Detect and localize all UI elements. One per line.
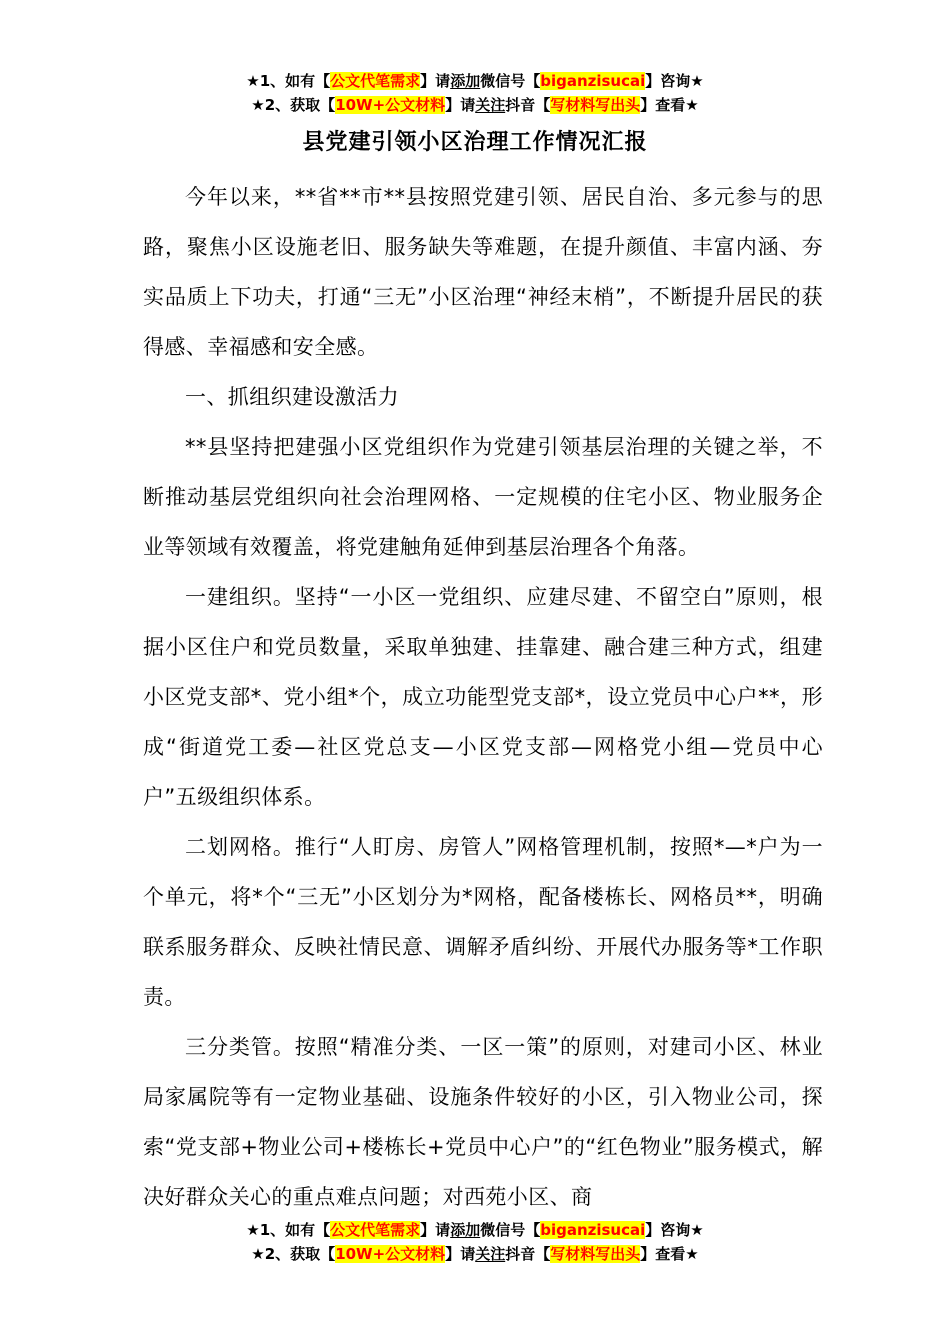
banner-text: 】请	[445, 96, 476, 114]
section-heading: 一、抓组织建设激活力	[185, 385, 399, 409]
document-title: 县党建引领小区治理工作情况汇报	[302, 130, 648, 155]
banner-text: 微信号【	[480, 1221, 541, 1239]
banner-highlight: 10W+公文材料	[335, 96, 446, 114]
banner-highlight: biganzisucai	[540, 1221, 646, 1239]
banner-text: 】请	[445, 1245, 476, 1263]
document-body	[143, 172, 823, 1222]
banner-text: 】查看★	[640, 1245, 699, 1263]
banner-text: 】请	[420, 72, 451, 90]
banner-text: 抖音【	[505, 96, 551, 114]
banner-highlight: 公文代笔需求	[330, 72, 421, 90]
footer-banner	[0, 1218, 950, 1266]
banner-line-1	[0, 1218, 950, 1242]
banner-text: ★2、获取【	[251, 1245, 336, 1263]
banner-highlight: 公文代笔需求	[330, 1221, 421, 1239]
paragraph-intro: 今年以来，**省**市**县按照党建引领、居民自治、多元参与的思路，聚焦小区设施老旧、服务缺失等难题，在提升颜值、丰富内涵、夯实品质上下功夫，打通“三无”小区治理“神经末梢”，不断提升居民的获得感、幸福感和安全感。	[143, 185, 823, 359]
banner-text: 】查看★	[640, 96, 699, 114]
banner-underlined-text: 关注	[475, 96, 506, 114]
banner-underlined-text: 关注	[475, 1245, 506, 1263]
banner-underlined-text: 添加	[450, 1221, 481, 1239]
banner-highlight: 写材料写出头	[550, 96, 641, 114]
paragraph: 一建组织。坚持“一小区一党组织、应建尽建、不留空白”原则，根据小区住户和党员数量，采取单独建、挂靠建、融合建三种方式，组建小区党支部*、党小组*个，成立功能型党支部*，设立党员中心户**，形成“街道党工委—社区党总支—小区党支部—网格党小组—党员中心户”五级组织体系。	[143, 585, 823, 809]
banner-text: 】咨询★	[645, 1221, 704, 1239]
banner-text: ★1、如有【	[246, 72, 331, 90]
paragraph: **县坚持把建强小区党组织作为党建引领基层治理的关键之举，不断推动基层党组织向社会治理网格、一定规模的住宅小区、物业服务企业等领域有效覆盖，将党建触角延伸到基层治理各个角落。	[143, 435, 823, 559]
banner-text: 抖音【	[505, 1245, 551, 1263]
banner-highlight: biganzisucai	[540, 72, 646, 90]
paragraph: 二划网格。推行“人盯房、房管人”网格管理机制，按照*—*户为一个单元，将*个“三无”小区划分为*网格，配备楼栋长、网格员**，明确联系服务群众、反映社情民意、调解矛盾纠纷、开展代办服务等*工作职责。	[143, 835, 823, 1009]
banner-text: ★2、获取【	[251, 96, 336, 114]
banner-highlight: 10W+公文材料	[335, 1245, 446, 1263]
banner-text: ★1、如有【	[246, 1221, 331, 1239]
banner-text: 】请	[420, 1221, 451, 1239]
banner-line-2	[0, 93, 950, 117]
banner-underlined-text: 添加	[450, 72, 481, 90]
paragraph: 三分类管。按照“精准分类、一区一策”的原则，对建司小区、林业局家属院等有一定物业基础、设施条件较好的小区，引入物业公司，探索“党支部+物业公司+楼栋长+党员中心户”的“红色物业”服务模式，解决好群众关心的重点难点问题；对西苑小区、商	[143, 1035, 823, 1209]
banner-line-1	[0, 69, 950, 93]
banner-line-2	[0, 1242, 950, 1266]
banner-text: 微信号【	[480, 72, 541, 90]
header-banner	[0, 69, 950, 117]
banner-text: 】咨询★	[645, 72, 704, 90]
banner-highlight: 写材料写出头	[550, 1245, 641, 1263]
